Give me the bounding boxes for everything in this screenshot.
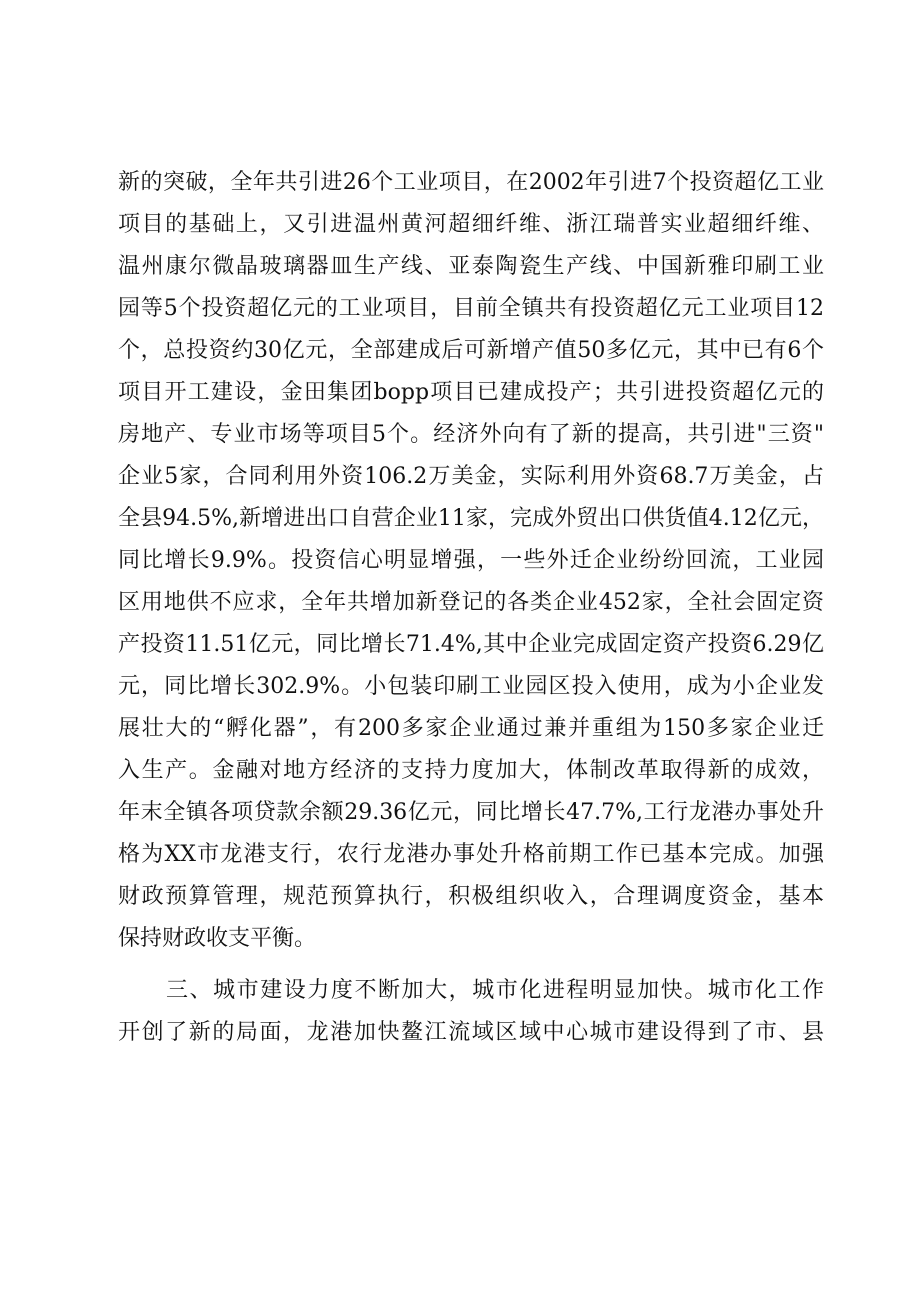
text-line: 项目开工建设，金田集团bopp项目已建成投产；共引进投资超亿元的	[118, 380, 824, 405]
text-line: 房地产、专业市场等项目5个。经济外向有了新的提高，共引进"三资"	[118, 422, 824, 447]
text-line: 保持财政收支平衡。	[118, 926, 317, 951]
text-line: 三、城市建设力度不断加大，城市化进程明显加快。城市化工作	[166, 978, 824, 1003]
paragraph-2	[118, 970, 824, 1054]
text-line: 区用地供不应求，全年共增加新登记的各类企业452家，全社会固定资	[118, 590, 824, 615]
text-line: 元，同比增长302.9%。小包装印刷工业园区投入使用，成为小企业发	[118, 674, 824, 699]
text-line: 温州康尔微晶玻璃器皿生产线、亚泰陶瓷生产线、中国新雅印刷工业	[118, 254, 824, 279]
text-line: 财政预算管理，规范预算执行，积极组织收入，合理调度资金，基本	[118, 884, 824, 909]
paragraph-gap	[118, 960, 824, 970]
text-line: 入生产。金融对地方经济的支持力度加大，体制改革取得新的成效，	[118, 758, 824, 783]
text-line: 同比增长9.9%。投资信心明显增强，一些外迁企业纷纷回流，工业园	[118, 548, 824, 573]
text-line: 园等5个投资超亿元的工业项目，目前全镇共有投资超亿元工业项目12	[118, 296, 824, 321]
text-line: 年末全镇各项贷款余额29.36亿元，同比增长47.7%,工行龙港办事处升	[118, 800, 824, 825]
text-line: 全县94.5%,新增进出口自营企业11家，完成外贸出口供货值4.12亿元，	[118, 506, 824, 531]
text-line: 项目的基础上，又引进温州黄河超细纤维、浙江瑞普实业超细纤维、	[118, 212, 824, 237]
text-line: 企业5家，合同利用外资106.2万美金，实际利用外资68.7万美金，占	[118, 464, 824, 489]
text-line: 产投资11.51亿元，同比增长71.4%,其中企业完成固定资产投资6.29亿	[118, 632, 824, 657]
text-line: 新的突破，全年共引进26个工业项目，在2002年引进7个投资超亿工业	[118, 170, 824, 195]
document-body	[118, 162, 824, 1054]
text-line: 开创了新的局面，龙港加快鳌江流域区域中心城市建设得到了市、县	[118, 1020, 824, 1045]
text-line: 格为XX市龙港支行，农行龙港办事处升格前期工作已基本完成。加强	[118, 842, 824, 867]
text-line: 个，总投资约30亿元，全部建成后可新增产值50多亿元，其中已有6个	[118, 338, 824, 363]
text-line: 展壮大的“孵化器”，有200多家企业通过兼并重组为150多家企业迁	[118, 716, 824, 741]
paragraph-1	[118, 162, 824, 960]
